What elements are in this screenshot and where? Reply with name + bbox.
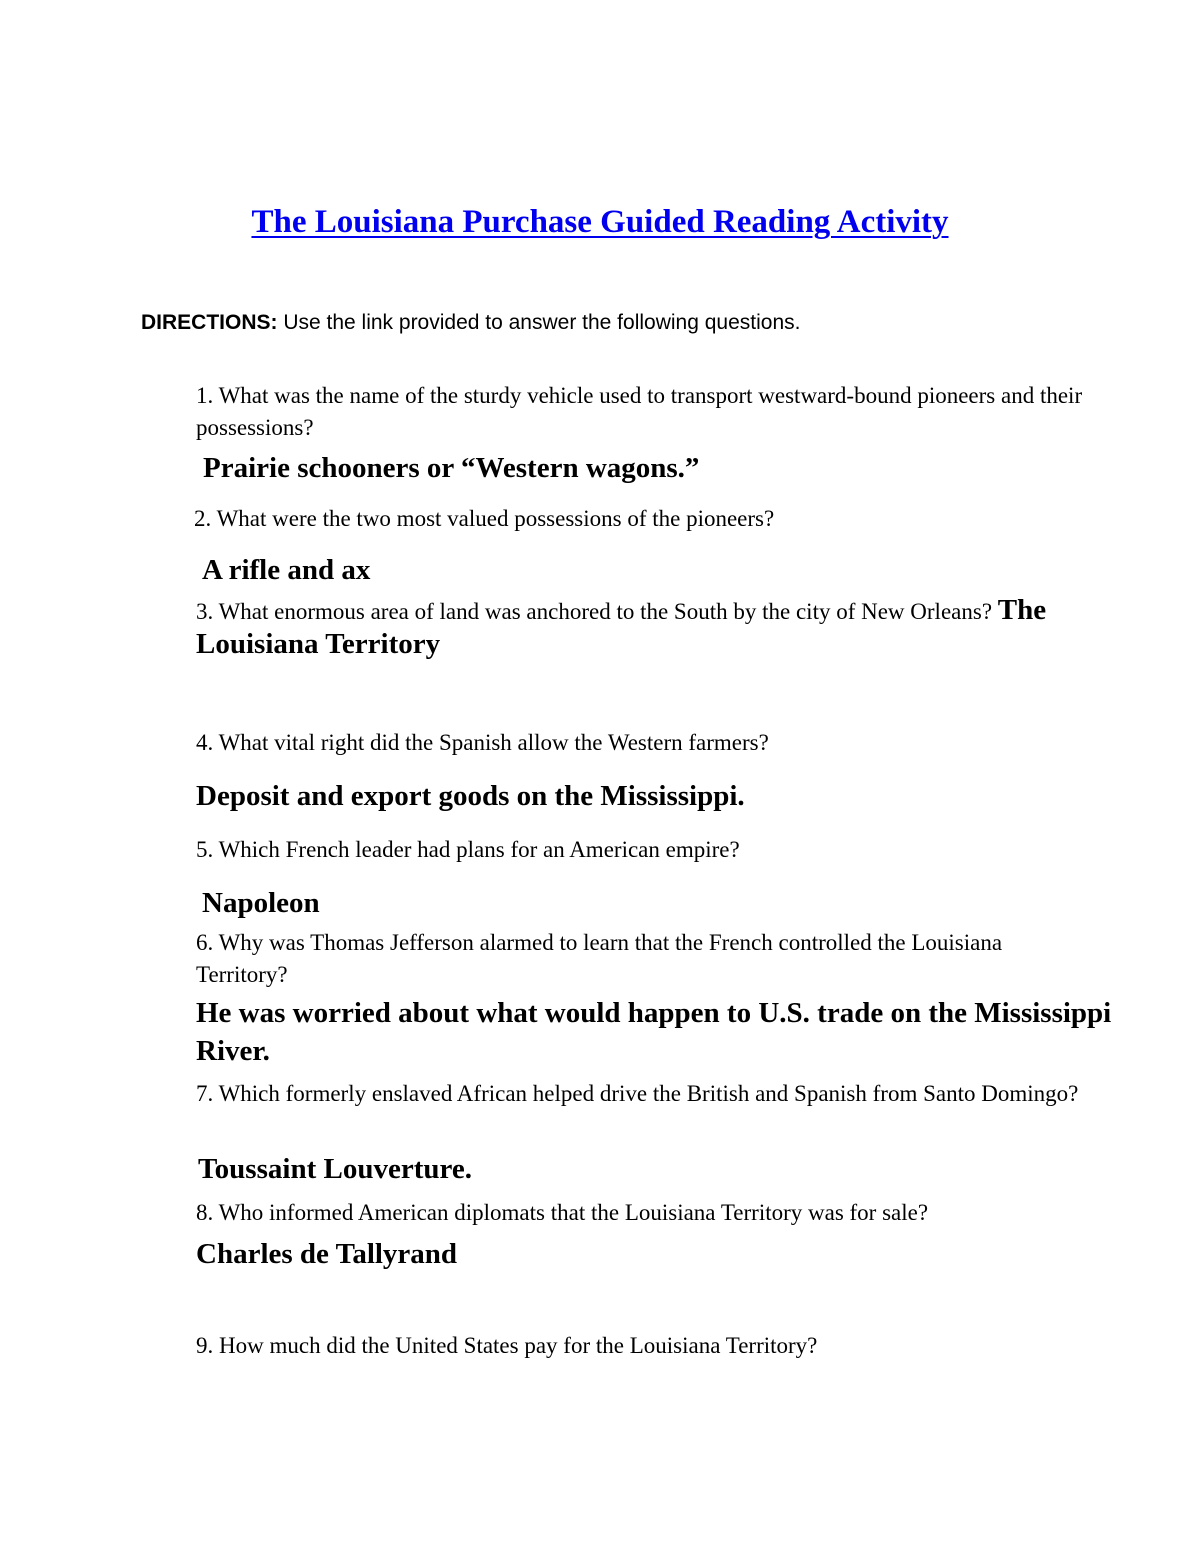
question-5: 5. Which French leader had plans for an American empire?: [196, 837, 740, 862]
answer-2: A rifle and ax: [202, 554, 371, 586]
question-6: 6. Why was Thomas Jefferson alarmed to learn that the French controlled the Louisiana Territory?: [196, 930, 1003, 987]
answer-3: The Louisiana Territory: [196, 594, 1047, 660]
answer-6: He was worried about what would happen to U.S. trade on the Mississippi River.: [196, 997, 1112, 1067]
answer-4: Deposit and export goods on the Mississippi.: [196, 780, 745, 812]
question-3-text: 3. What enormous area of land was anchored to the South by the city of New Orleans?: [196, 599, 993, 624]
answer-8: Charles de Tallyrand: [196, 1238, 458, 1270]
document-title[interactable]: The Louisiana Purchase Guided Reading Activity: [251, 204, 949, 240]
question-1: 1. What was the name of the sturdy vehicle used to transport westward-bound pioneers and their possessions?: [196, 383, 1083, 440]
question-9: 9. How much did the United States pay for the Louisiana Territory?: [196, 1333, 818, 1358]
question-8: 8. Who informed American diplomats that the Louisiana Territory was for sale?: [196, 1200, 929, 1225]
directions-label: DIRECTIONS:: [141, 311, 278, 334]
question-2: 2. What were the two most valued possessions of the pioneers?: [194, 506, 775, 531]
question-4: 4. What vital right did the Spanish allow the Western farmers?: [196, 730, 769, 755]
answer-1: Prairie schooners or “Western wagons.”: [203, 452, 700, 484]
directions-text: Use the link provided to answer the following questions.: [277, 311, 801, 334]
answer-5: Napoleon: [202, 887, 320, 919]
question-7: 7. Which formerly enslaved African helped drive the British and Spanish from Santo Domingo?: [196, 1081, 1079, 1106]
question-3: [196, 594, 1076, 662]
answer-7: Toussaint Louverture.: [198, 1153, 472, 1185]
directions: [141, 308, 800, 338]
